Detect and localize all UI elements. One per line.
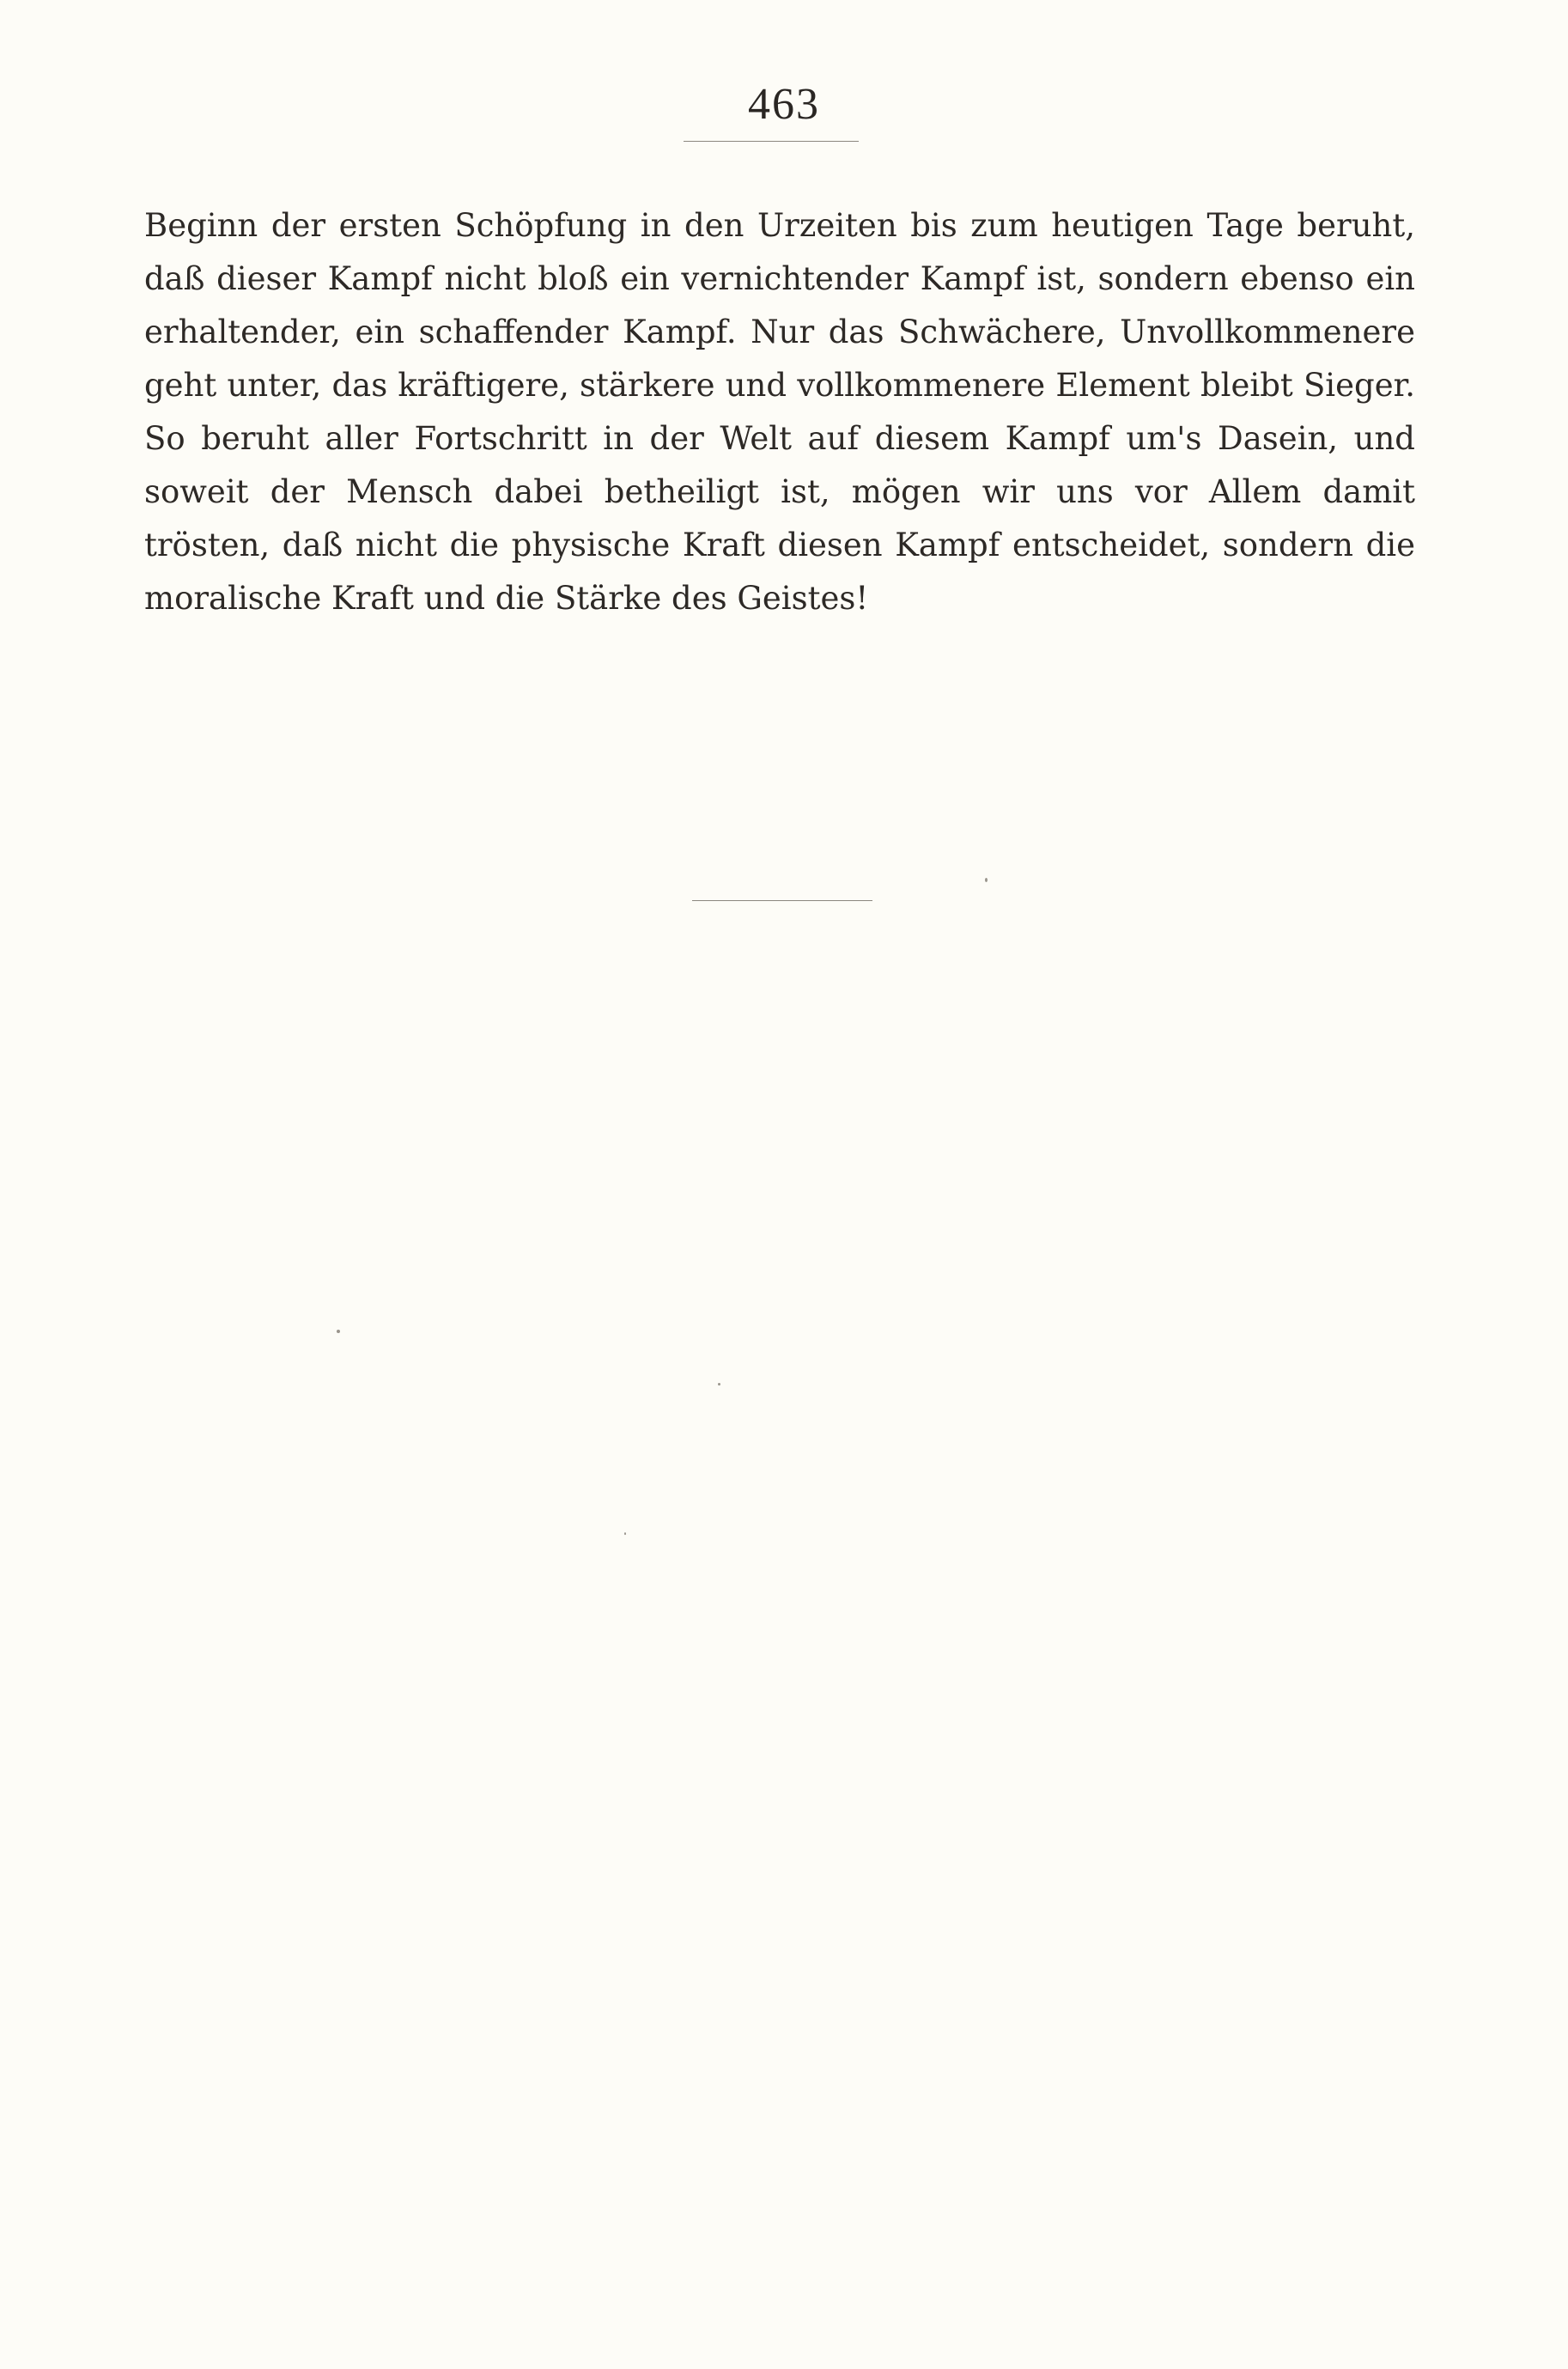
- paper-speck: [985, 878, 988, 882]
- page-number: 463: [748, 80, 820, 129]
- paper-speck: [624, 1532, 626, 1535]
- header-rule: [684, 141, 859, 142]
- paper-speck: [337, 1330, 340, 1333]
- body-paragraph: Beginn der ersten Schöpfung in den Urzeiten bis zum heutigen Tage beruht, daß dieser Kampf nicht bloß ein vernichtender Kampf ist, sondern ebenso ein erhaltender, ein schaffender Kampf. Nur das Schwächere, Unvollkommenere geht unter, das kräftigere, stärkere und vollkommenere Element bleibt Sieger. So beruht aller Fortschritt in der Welt auf diesem Kampf um's Dasein, und soweit der Mensch dabei betheiligt ist, mögen wir uns vor Allem damit trösten, daß nicht die physische Kraft diesen Kampf entscheidet, sondern die moralische Kraft und die Stärke des Geistes!: [144, 207, 1415, 617]
- paper-speck: [718, 1383, 720, 1385]
- section-end-rule: [692, 900, 872, 901]
